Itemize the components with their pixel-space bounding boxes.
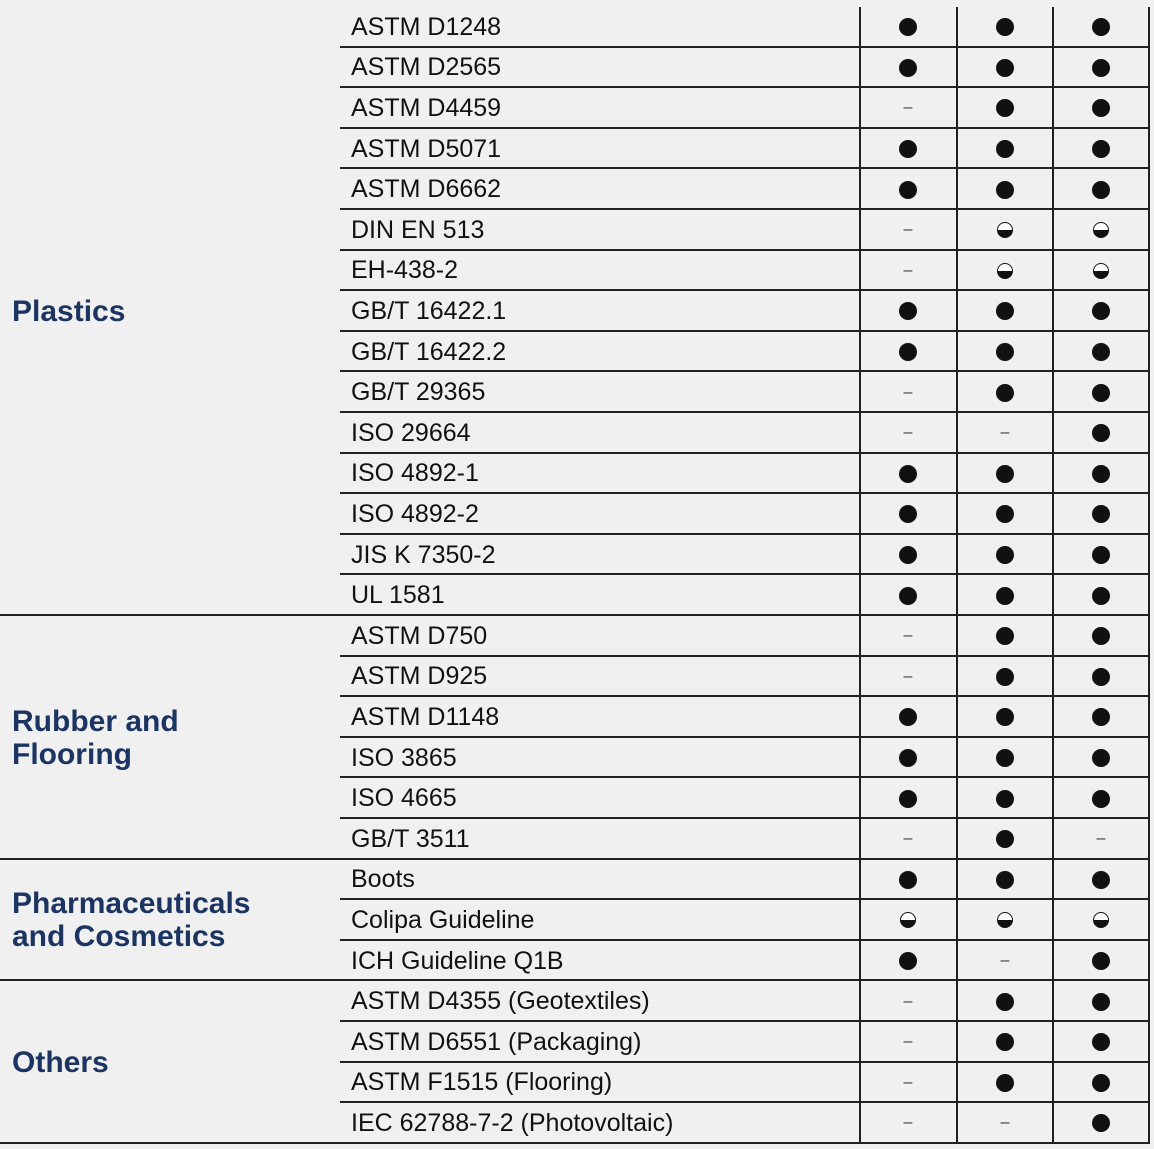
rating-cell xyxy=(1053,88,1149,129)
half-circle-icon xyxy=(1093,222,1109,238)
rating-cell xyxy=(1053,251,1149,292)
rating-cell xyxy=(1053,210,1149,251)
rating-cell xyxy=(1053,454,1149,495)
full-circle-icon xyxy=(996,790,1014,808)
standard-name: GB/T 3511 xyxy=(351,824,470,853)
full-circle-icon xyxy=(996,587,1014,605)
rating-cell xyxy=(860,860,956,901)
category-group xyxy=(0,981,1154,1143)
standard-name: ASTM D4459 xyxy=(351,93,502,122)
full-circle-icon xyxy=(996,18,1014,36)
rating-cell xyxy=(860,1022,956,1063)
full-circle-icon xyxy=(1092,871,1110,889)
category-label: Plastics xyxy=(12,295,126,328)
rating-cell xyxy=(957,454,1053,495)
standard-name: ICH Guideline Q1B xyxy=(351,946,564,975)
rating-cell xyxy=(860,48,956,89)
table-row xyxy=(340,1022,1150,1063)
rating-cell xyxy=(860,1103,956,1144)
standard-name: ASTM D925 xyxy=(351,662,488,691)
dash-mark: – xyxy=(1000,424,1010,442)
rating-cell xyxy=(957,1063,1053,1104)
rating-cell xyxy=(860,697,956,738)
full-circle-icon xyxy=(899,790,917,808)
rating-cell xyxy=(1053,697,1149,738)
table-row xyxy=(340,291,1150,332)
half-circle-icon xyxy=(997,912,1013,928)
rating-cell xyxy=(957,7,1053,48)
rating-cell xyxy=(957,88,1053,129)
table-row xyxy=(340,332,1150,373)
rating-cell xyxy=(957,819,1053,860)
full-circle-icon xyxy=(1092,1033,1110,1051)
full-circle-icon xyxy=(899,343,917,361)
table-row xyxy=(340,819,1150,860)
rating-cell xyxy=(1053,819,1149,860)
rating-cell xyxy=(957,48,1053,89)
rating-cell xyxy=(1053,900,1149,941)
rating-cell xyxy=(1053,169,1149,210)
rating-cell xyxy=(1053,7,1149,48)
dash-mark: – xyxy=(1000,952,1010,970)
table-row xyxy=(340,1103,1150,1144)
dash-mark: – xyxy=(903,424,913,442)
table-row xyxy=(340,535,1150,576)
rating-cell xyxy=(957,900,1053,941)
full-circle-icon xyxy=(996,627,1014,645)
full-circle-icon xyxy=(996,668,1014,686)
category-group xyxy=(0,616,1154,860)
full-circle-icon xyxy=(1092,790,1110,808)
rating-cell xyxy=(860,981,956,1022)
standard-name: ASTM D4355 (Geotextiles) xyxy=(351,987,650,1016)
standard-name: ASTM D6662 xyxy=(351,175,502,204)
rating-cell xyxy=(957,738,1053,779)
table-row xyxy=(340,251,1150,292)
table-row xyxy=(340,616,1150,657)
rating-cell xyxy=(860,657,956,698)
dash-mark: – xyxy=(1000,1114,1010,1132)
rating-cell xyxy=(1053,1103,1149,1144)
rating-cell xyxy=(957,129,1053,170)
dash-mark: – xyxy=(903,1033,913,1051)
table-row xyxy=(340,169,1150,210)
rating-cell xyxy=(957,1103,1053,1144)
standard-name: ISO 29664 xyxy=(351,418,471,447)
table-row xyxy=(340,697,1150,738)
full-circle-icon xyxy=(1092,749,1110,767)
rating-cell xyxy=(860,251,956,292)
standard-name: DIN EN 513 xyxy=(351,215,485,244)
dash-mark: – xyxy=(903,627,913,645)
full-circle-icon xyxy=(1092,952,1110,970)
standard-name: Colipa Guideline xyxy=(351,905,535,934)
rating-cell xyxy=(957,169,1053,210)
full-circle-icon xyxy=(996,871,1014,889)
half-circle-icon xyxy=(997,222,1013,238)
table-row xyxy=(340,981,1150,1022)
rating-cell xyxy=(957,494,1053,535)
standard-name: UL 1581 xyxy=(351,581,445,610)
full-circle-icon xyxy=(996,140,1014,158)
full-circle-icon xyxy=(899,505,917,523)
table-row xyxy=(340,778,1150,819)
full-circle-icon xyxy=(899,465,917,483)
full-circle-icon xyxy=(1092,708,1110,726)
full-circle-icon xyxy=(899,59,917,77)
full-circle-icon xyxy=(1092,424,1110,442)
full-circle-icon xyxy=(996,830,1014,848)
table-row xyxy=(340,900,1150,941)
rating-cell xyxy=(957,251,1053,292)
column-divider xyxy=(956,7,958,1144)
full-circle-icon xyxy=(899,546,917,564)
rating-cell xyxy=(1053,413,1149,454)
full-circle-icon xyxy=(899,708,917,726)
full-circle-icon xyxy=(1092,627,1110,645)
rating-cell xyxy=(860,7,956,48)
full-circle-icon xyxy=(899,587,917,605)
standard-name: ISO 4892-1 xyxy=(351,459,479,488)
rating-cell xyxy=(1053,941,1149,982)
standard-name: ASTM D6551 (Packaging) xyxy=(351,1027,642,1056)
standard-name: ISO 3865 xyxy=(351,743,457,772)
full-circle-icon xyxy=(1092,505,1110,523)
rating-cell xyxy=(1053,291,1149,332)
table-row xyxy=(340,941,1150,982)
rating-cell xyxy=(1053,981,1149,1022)
category-label: Rubber and Flooring xyxy=(12,704,179,771)
rating-cell xyxy=(957,657,1053,698)
full-circle-icon xyxy=(1092,18,1110,36)
standard-name: ASTM D2565 xyxy=(351,53,502,82)
rating-cell xyxy=(1053,48,1149,89)
full-circle-icon xyxy=(1092,993,1110,1011)
half-circle-icon xyxy=(997,263,1013,279)
rating-cell xyxy=(860,332,956,373)
rating-cell xyxy=(860,575,956,616)
standard-name: GB/T 16422.1 xyxy=(351,296,507,325)
rating-cell xyxy=(860,819,956,860)
table-row xyxy=(340,657,1150,698)
table-row xyxy=(340,7,1150,48)
rating-cell xyxy=(1053,535,1149,576)
full-circle-icon xyxy=(899,749,917,767)
dash-mark: – xyxy=(903,1073,913,1091)
rating-cell xyxy=(860,1063,956,1104)
rating-cell xyxy=(1053,494,1149,535)
rating-cell xyxy=(1053,860,1149,901)
rating-cell xyxy=(860,169,956,210)
rating-cell xyxy=(1053,778,1149,819)
half-circle-icon xyxy=(900,912,916,928)
full-circle-icon xyxy=(899,18,917,36)
table-row xyxy=(340,575,1150,616)
rating-cell xyxy=(860,535,956,576)
rating-cell xyxy=(1053,1063,1149,1104)
rating-cell xyxy=(860,494,956,535)
rating-cell xyxy=(957,413,1053,454)
rating-cell xyxy=(1053,738,1149,779)
rating-cell xyxy=(957,860,1053,901)
rating-cell xyxy=(860,210,956,251)
table-row xyxy=(340,1063,1150,1104)
rating-cell xyxy=(957,332,1053,373)
full-circle-icon xyxy=(899,952,917,970)
full-circle-icon xyxy=(1092,1114,1110,1132)
rating-cell xyxy=(860,372,956,413)
dash-mark: – xyxy=(903,1114,913,1132)
rating-cell xyxy=(957,778,1053,819)
rating-cell xyxy=(860,941,956,982)
rating-cell xyxy=(1053,616,1149,657)
full-circle-icon xyxy=(996,181,1014,199)
full-circle-icon xyxy=(1092,465,1110,483)
rating-cell xyxy=(957,291,1053,332)
rating-cell xyxy=(860,129,956,170)
standard-name: JIS K 7350-2 xyxy=(351,540,496,569)
table-row xyxy=(340,210,1150,251)
dash-mark: – xyxy=(1096,830,1106,848)
rating-cell xyxy=(957,697,1053,738)
full-circle-icon xyxy=(899,140,917,158)
half-circle-icon xyxy=(1093,912,1109,928)
full-circle-icon xyxy=(1092,587,1110,605)
full-circle-icon xyxy=(1092,546,1110,564)
rating-cell xyxy=(957,941,1053,982)
rating-cell xyxy=(860,900,956,941)
table-row xyxy=(340,738,1150,779)
full-circle-icon xyxy=(996,1074,1014,1092)
category-group xyxy=(0,860,1154,982)
full-circle-icon xyxy=(1092,343,1110,361)
full-circle-icon xyxy=(996,546,1014,564)
column-divider xyxy=(1052,7,1054,1144)
table-row xyxy=(340,372,1150,413)
table-row xyxy=(340,413,1150,454)
full-circle-icon xyxy=(996,59,1014,77)
dash-mark: – xyxy=(903,221,913,239)
full-circle-icon xyxy=(899,302,917,320)
rating-cell xyxy=(1053,657,1149,698)
standard-name: ASTM D1148 xyxy=(351,702,500,731)
table-bottom-border xyxy=(0,1142,1150,1144)
category-label: Pharmaceuticals and Cosmetics xyxy=(12,887,251,954)
rating-cell xyxy=(1053,332,1149,373)
full-circle-icon xyxy=(996,505,1014,523)
standard-name: Boots xyxy=(351,865,415,894)
rating-cell xyxy=(1053,575,1149,616)
full-circle-icon xyxy=(899,181,917,199)
category-group xyxy=(0,7,1154,616)
column-divider xyxy=(1148,7,1150,1144)
standard-name: ISO 4665 xyxy=(351,784,457,813)
full-circle-icon xyxy=(996,993,1014,1011)
rating-cell xyxy=(957,210,1053,251)
full-circle-icon xyxy=(1092,59,1110,77)
full-circle-icon xyxy=(1092,384,1110,402)
rating-cell xyxy=(957,1022,1053,1063)
full-circle-icon xyxy=(996,465,1014,483)
half-circle-icon xyxy=(1093,263,1109,279)
full-circle-icon xyxy=(996,708,1014,726)
full-circle-icon xyxy=(996,343,1014,361)
standard-name: ASTM F1515 (Flooring) xyxy=(351,1068,613,1097)
rating-cell xyxy=(860,413,956,454)
full-circle-icon xyxy=(1092,302,1110,320)
table-row xyxy=(340,129,1150,170)
rating-cell xyxy=(860,291,956,332)
rating-cell xyxy=(1053,129,1149,170)
rating-cell xyxy=(957,372,1053,413)
standard-name: ASTM D1248 xyxy=(351,12,502,41)
rating-cell xyxy=(860,616,956,657)
rating-cell xyxy=(957,575,1053,616)
standard-name: ASTM D750 xyxy=(351,621,488,650)
full-circle-icon xyxy=(996,384,1014,402)
full-circle-icon xyxy=(1092,140,1110,158)
full-circle-icon xyxy=(1092,99,1110,117)
full-circle-icon xyxy=(1092,668,1110,686)
full-circle-icon xyxy=(1092,181,1110,199)
table-row xyxy=(340,494,1150,535)
table-row xyxy=(340,454,1150,495)
dash-mark: – xyxy=(903,99,913,117)
standard-name: ASTM D5071 xyxy=(351,134,502,163)
rating-cell xyxy=(1053,1022,1149,1063)
standard-name: GB/T 29365 xyxy=(351,378,486,407)
rating-cell xyxy=(957,981,1053,1022)
standard-name: ISO 4892-2 xyxy=(351,499,479,528)
standard-name: GB/T 16422.2 xyxy=(351,337,507,366)
dash-mark: – xyxy=(903,383,913,401)
rating-cell xyxy=(860,88,956,129)
table-row xyxy=(340,88,1150,129)
full-circle-icon xyxy=(996,302,1014,320)
dash-mark: – xyxy=(903,992,913,1010)
rating-cell xyxy=(860,454,956,495)
standard-name: EH-438-2 xyxy=(351,256,458,285)
full-circle-icon xyxy=(996,99,1014,117)
column-divider xyxy=(859,7,861,1144)
table-row xyxy=(340,48,1150,89)
rating-cell xyxy=(1053,372,1149,413)
table-row xyxy=(340,860,1150,901)
category-label: Others xyxy=(12,1046,109,1080)
dash-mark: – xyxy=(903,830,913,848)
rating-cell xyxy=(860,778,956,819)
rating-cell xyxy=(957,535,1053,576)
dash-mark: – xyxy=(903,667,913,685)
full-circle-icon xyxy=(996,749,1014,767)
standard-name: IEC 62788-7-2 (Photovoltaic) xyxy=(351,1108,674,1137)
rating-cell xyxy=(957,616,1053,657)
full-circle-icon xyxy=(899,871,917,889)
full-circle-icon xyxy=(1092,1074,1110,1092)
rating-cell xyxy=(860,738,956,779)
dash-mark: – xyxy=(903,261,913,279)
full-circle-icon xyxy=(996,1033,1014,1051)
